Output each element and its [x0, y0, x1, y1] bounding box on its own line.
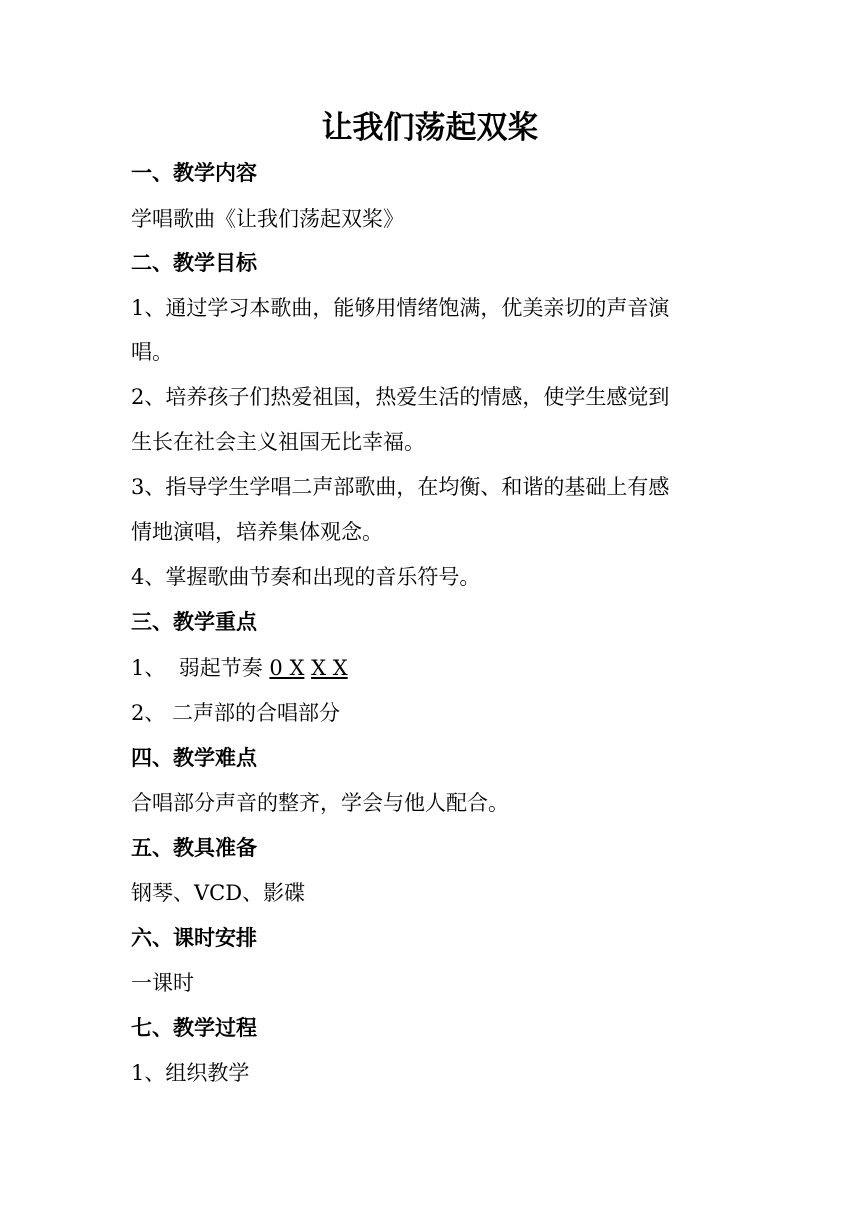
section-heading-schedule: 六、课时安排: [131, 926, 257, 950]
rhythm-notation-1: 0 X: [269, 656, 305, 680]
section-heading-tools: 五、教具准备: [131, 836, 257, 860]
goal-1-line-1: 1、通过学习本歌曲，能够用情绪饱满，优美亲切的声音演: [131, 296, 670, 320]
goal-1-line-2: 唱。: [131, 340, 173, 364]
section-heading-difficulty: 四、教学难点: [131, 746, 257, 770]
key-point-1: [131, 653, 741, 683]
document-title: 让我们荡起双桨: [321, 110, 539, 146]
process-step-1: 1、组织教学: [131, 1061, 250, 1085]
rhythm-notation-2: X X: [311, 656, 348, 680]
goal-3-line-1: 3、指导学生学唱二声部歌曲，在均衡、和谐的基础上有感: [131, 475, 670, 499]
goal-2-line-2: 生长在社会主义祖国无比幸福。: [131, 430, 425, 454]
goal-3-line-2: 情地演唱，培养集体观念。: [131, 520, 383, 544]
section-heading-process: 七、教学过程: [131, 1016, 257, 1040]
section-heading-key-points: 三、教学重点: [131, 610, 257, 634]
key-point-2: 2、 二声部的合唱部分: [131, 701, 341, 725]
key-point-1-text: 1、 弱起节奏: [131, 656, 263, 680]
section-heading-content: 一、教学内容: [131, 161, 257, 185]
content-text: 学唱歌曲《让我们荡起双桨》: [131, 207, 404, 231]
goal-4: 4、掌握歌曲节奏和出现的音乐符号。: [131, 565, 481, 589]
tools-text: 钢琴、VCD、影碟: [131, 881, 306, 905]
section-heading-goals: 二、教学目标: [131, 251, 257, 275]
difficulty-text: 合唱部分声音的整齐，学会与他人配合。: [131, 791, 509, 815]
schedule-text: 一课时: [131, 971, 194, 995]
goal-2-line-1: 2、培养孩子们热爱祖国，热爱生活的情感，使学生感觉到: [131, 385, 670, 409]
